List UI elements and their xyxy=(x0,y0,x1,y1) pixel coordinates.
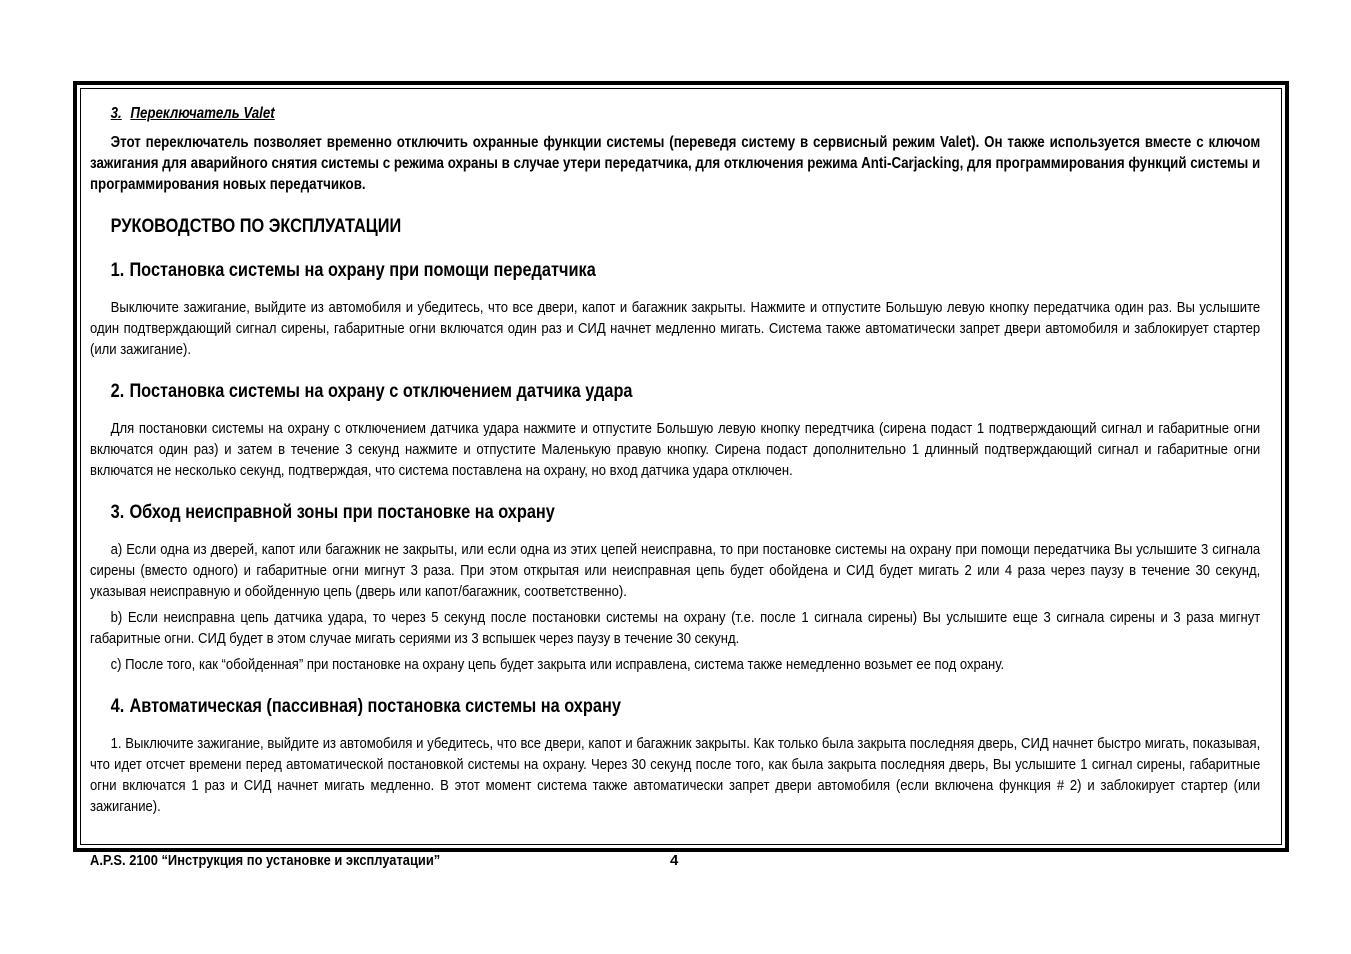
section-1-number: 1. xyxy=(110,260,125,281)
section-3-heading xyxy=(111,501,1261,525)
section-4-number: 4. xyxy=(110,696,125,717)
section-1-paragraph-1: Выключите зажигание, выйдите из автомобиля и убедитесь, что все двери, капот и багажник закрыты. Нажмите и отпустите Большую левую кнопку передатчика один раз. Вы услышите один подтверждающий сигнал сирены, габаритные огни включатся один раз и СИД начнет медленно мигать. Система также автоматически запрет двери автомобиля и заблокирует стартер (или зажигание). xyxy=(90,299,1261,358)
page-footer xyxy=(90,851,890,871)
section-1 xyxy=(90,259,1260,360)
section-4 xyxy=(90,695,1260,817)
valet-section-label: Переключатель Valet xyxy=(130,105,275,122)
section-3-number: 3. xyxy=(110,502,125,523)
section-3-paragraph-c: c) После того, как “обойденная” при постановке на охрану цепь будет закрыта или исправлена, система также немедленно возьмет ее под охрану. xyxy=(110,656,1005,673)
section-1-heading xyxy=(111,259,1261,283)
section-3-paragraph-a: a) Если одна из дверей, капот или багажник не закрыты, или если одна из этих цепей неисправна, то при постановке системы на охрану при помощи передатчика Вы услышите 3 сигнала сирены (вместо одного) и габаритные огни мигнут 3 раза. При этом открытая или неисправная цепь будет обойдена и СИД будет мигать 2 или 4 раза через паузу в течение 30 секунд, указывая неисправную и обойденную цепь (дверь или капот/багажник, соответственно). xyxy=(90,541,1261,600)
valet-description: Этот переключатель позволяет временно отключить охранные функции системы (переведя систему в сервисный режим Valet). Он также используется вместе с ключом зажигания для аварийного снятия системы с режима охраны в случае утери передатчика, для отключения режима Anti-Carjacking, для программирования функций системы и программирования новых передатчиков. xyxy=(90,134,1261,193)
section-2-paragraph-1: Для постановки системы на охрану с отключением датчика удара нажмите и отпустите Большую левую кнопку передтчика (сирена подаст 1 подтверждающий сигнал и габаритные огни включатся один раз) и затем в течение 3 секунд нажмите и отпустите Маленькую правую кнопку. Сирена подаст дополнительно 1 длинный подтверждающий сигнал и габаритные огни включатся не несколько секунд, подтверждая, что система поставлена на охрану, но вход датчика удара отключен. xyxy=(90,420,1261,479)
section-2-heading xyxy=(111,380,1261,404)
section-4-heading xyxy=(111,695,1261,719)
condensed-wrapper xyxy=(90,104,1260,822)
section-2-title: Постановка системы на охрану с отключением датчика удара xyxy=(129,381,633,402)
footer-title: A.P.S. 2100 “Инструкция по установке и эксплуатации” xyxy=(90,852,441,869)
section-3 xyxy=(90,501,1260,675)
valet-section-title xyxy=(111,104,1261,124)
section-2 xyxy=(90,380,1260,481)
section-2-number: 2. xyxy=(110,381,125,402)
valet-section-number: 3. xyxy=(110,105,122,122)
section-3-paragraph-b: b) Если неисправна цепь датчика удара, то через 5 секунд после постановки системы на охрану (т.е. после 1 сигнала сирены) Вы услышите еще 3 сигнала сирены и 3 раза мигнут габаритные огни. СИД будет в этом случае мигать сериями из 3 вспышек через паузу в течение 30 секунд. xyxy=(90,609,1261,647)
document-body xyxy=(90,104,1260,822)
section-4-paragraph-1: 1. Выключите зажигание, выйдите из автомобиля и убедитесь, что все двери, капот и багажник закрыты. Как только была закрыта последняя дверь, СИД начнет быстро мигать, показывая, что идет отсчет времени перед автоматической постановкой системы на охрану. Через 30 секунд после того, как была закрыта последняя дверь, Вы услышите 1 сигнал сирены, габаритные огни включатся 1 раз и СИД начнет мигать медленно. В этот момент система также автоматически запрет двери автомобиля (если включена функция # 2) и заблокирует стартер (или зажигание). xyxy=(90,735,1261,815)
page-number: 4 xyxy=(670,852,679,869)
section-3-title: Обход неисправной зоны при постановке на охрану xyxy=(129,502,555,523)
section-1-title: Постановка системы на охрану при помощи передатчика xyxy=(129,260,596,281)
section-4-title: Автоматическая (пассивная) постановка системы на охрану xyxy=(129,696,621,717)
manual-heading: РУКОВОДСТВО ПО ЭКСПЛУАТАЦИИ xyxy=(110,216,402,237)
